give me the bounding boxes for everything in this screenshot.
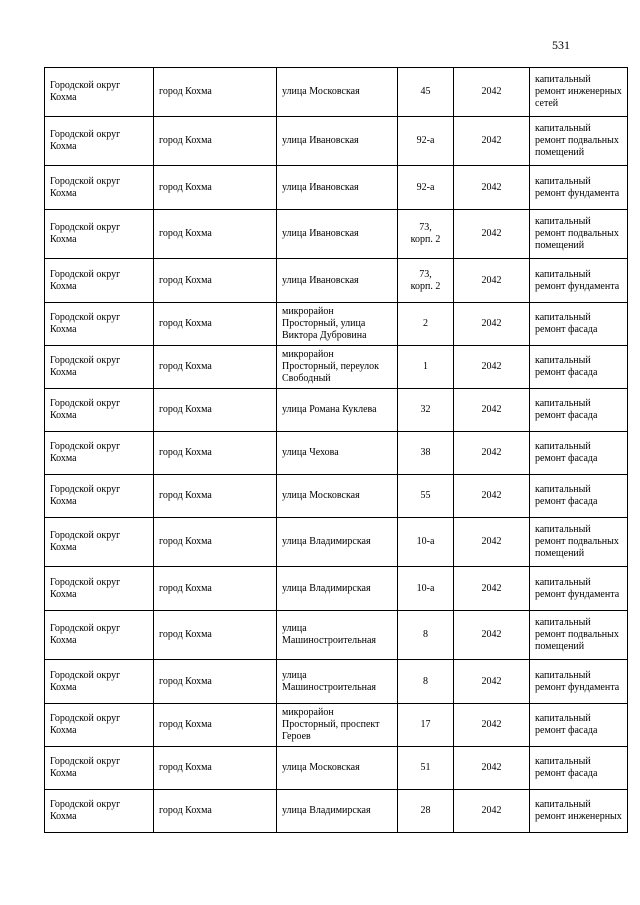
district-cell-text: Городской округ Кохма — [50, 268, 121, 292]
city-cell — [154, 432, 277, 475]
district-cell-text: Городской округ Кохма — [50, 576, 121, 600]
district-cell-text: Городской округ Кохма — [50, 799, 121, 822]
house-number-cell — [398, 259, 454, 303]
district-cell — [45, 389, 154, 432]
street-cell — [277, 166, 398, 210]
work-type-cell-text: капитальный ремонт фасада — [535, 355, 598, 378]
repair-year-cell-text: 2042 — [481, 719, 502, 730]
repair-year-cell — [454, 660, 530, 704]
work-type-cell-text: капитальный ремонт инженерных сетей — [535, 74, 622, 109]
city-cell — [154, 389, 277, 432]
repair-year-cell-text: 2042 — [481, 135, 502, 146]
repair-year-cell — [454, 346, 530, 389]
district-cell — [45, 117, 154, 166]
repair-year-cell-text: 2042 — [481, 629, 502, 640]
city-cell — [154, 210, 277, 259]
work-type-cell — [530, 303, 628, 346]
table-body — [45, 68, 628, 833]
repair-year-cell — [454, 303, 530, 346]
work-type-cell-text: капитальный ремонт инженерных — [535, 799, 622, 822]
repair-year-cell-text: 2042 — [481, 181, 502, 193]
city-cell — [154, 68, 277, 117]
work-type-cell-text: капитальный ремонт фасада — [535, 441, 598, 464]
work-type-cell — [530, 567, 628, 611]
work-type-cell-text: капитальный ремонт подвальных помещений — [535, 524, 619, 559]
table-row — [45, 346, 628, 389]
district-cell-text: Городской округ Кохма — [50, 398, 121, 421]
work-type-cell — [530, 259, 628, 303]
city-cell-text: город Кохма — [159, 490, 212, 501]
street-cell — [277, 68, 398, 117]
district-cell — [45, 303, 154, 346]
street-cell-text: улица Романа Куклева — [282, 404, 377, 415]
street-cell-text: улица Машиностроительная — [282, 623, 377, 646]
street-cell — [277, 210, 398, 259]
house-number-cell-text: 55 — [420, 490, 431, 501]
table-row — [45, 518, 628, 567]
city-cell-text: город Кохма — [159, 318, 212, 329]
house-number-cell-text: 2 — [423, 318, 428, 329]
table-row — [45, 567, 628, 611]
work-type-cell-text: капитальный ремонт фундамента — [535, 669, 620, 693]
city-cell-text: город Кохма — [159, 536, 212, 547]
city-cell — [154, 166, 277, 210]
work-type-cell-text: капитальный ремонт подвальных помещений — [535, 123, 619, 158]
work-type-cell-text: капитальный ремонт фасада — [535, 312, 598, 335]
city-cell-text: город Кохма — [159, 228, 212, 239]
repair-year-cell — [454, 166, 530, 210]
district-cell — [45, 432, 154, 475]
house-number-cell — [398, 166, 454, 210]
house-number-cell — [398, 747, 454, 790]
table-row — [45, 68, 628, 117]
street-cell — [277, 660, 398, 704]
work-type-cell — [530, 346, 628, 389]
house-number-cell-text: 32 — [420, 404, 431, 415]
street-cell-text: микрорайон Просторный, улица Виктора Дубровина — [282, 306, 367, 341]
district-cell — [45, 210, 154, 259]
street-cell — [277, 117, 398, 166]
house-number-cell-text: 73, корп. 2 — [410, 268, 441, 292]
repair-year-cell-text: 2042 — [481, 805, 502, 816]
house-number-cell-text: 8 — [423, 629, 428, 640]
work-type-cell-text: капитальный ремонт фасада — [535, 756, 598, 779]
table-row — [45, 611, 628, 660]
house-number-cell — [398, 432, 454, 475]
repair-year-cell-text: 2042 — [481, 582, 502, 594]
house-number-cell — [398, 660, 454, 704]
work-type-cell — [530, 117, 628, 166]
street-cell-text: улица Московская — [282, 490, 360, 501]
district-cell — [45, 68, 154, 117]
work-type-cell-text: капитальный ремонт фундамента — [535, 175, 620, 199]
table-row — [45, 303, 628, 346]
house-number-cell-text: 17 — [420, 719, 431, 730]
city-cell-text: город Кохма — [159, 404, 212, 415]
repair-year-cell-text: 2042 — [481, 274, 502, 286]
street-cell — [277, 747, 398, 790]
street-cell-text: микрорайон Просторный, проспект Героев — [282, 707, 380, 742]
city-cell — [154, 747, 277, 790]
city-cell — [154, 518, 277, 567]
repair-year-cell-text: 2042 — [481, 762, 502, 773]
repair-year-cell — [454, 747, 530, 790]
house-number-cell — [398, 117, 454, 166]
page-number: 531 — [552, 38, 570, 52]
house-number-cell-text: 73, корп. 2 — [410, 222, 441, 245]
house-number-cell — [398, 303, 454, 346]
house-number-cell-text: 92-а — [416, 181, 435, 193]
house-number-cell — [398, 704, 454, 747]
street-cell-text: улица Ивановская — [282, 228, 359, 239]
work-type-cell — [530, 518, 628, 567]
district-cell-text: Городской округ Кохма — [50, 530, 121, 553]
house-number-cell — [398, 68, 454, 117]
table-row — [45, 475, 628, 518]
work-type-cell-text: капитальный ремонт подвальных помещений — [535, 216, 619, 251]
work-type-cell — [530, 704, 628, 747]
city-cell — [154, 475, 277, 518]
district-cell-text: Городской округ Кохма — [50, 713, 121, 736]
repair-year-cell — [454, 389, 530, 432]
city-cell-text: город Кохма — [159, 762, 212, 773]
district-cell-text: Городской округ Кохма — [50, 312, 121, 335]
city-cell — [154, 790, 277, 833]
work-type-cell-text: капитальный ремонт фундамента — [535, 268, 620, 292]
district-cell — [45, 747, 154, 790]
street-cell — [277, 259, 398, 303]
street-cell — [277, 518, 398, 567]
street-cell — [277, 389, 398, 432]
city-cell-text: город Кохма — [159, 135, 212, 146]
city-cell-text: город Кохма — [159, 86, 212, 97]
district-cell — [45, 518, 154, 567]
street-cell-text: улица Владимирская — [282, 582, 371, 594]
table-row — [45, 166, 628, 210]
table-row — [45, 210, 628, 259]
house-number-cell — [398, 210, 454, 259]
city-cell — [154, 611, 277, 660]
repair-year-cell — [454, 210, 530, 259]
table-row — [45, 660, 628, 704]
repair-year-cell-text: 2042 — [481, 536, 502, 547]
work-type-cell — [530, 210, 628, 259]
city-cell — [154, 117, 277, 166]
district-cell — [45, 660, 154, 704]
repair-year-cell — [454, 518, 530, 567]
street-cell-text: улица Владимирская — [282, 805, 371, 816]
district-cell — [45, 166, 154, 210]
house-number-cell — [398, 611, 454, 660]
table-row — [45, 389, 628, 432]
table-row — [45, 117, 628, 166]
house-number-cell-text: 92-а — [416, 135, 435, 146]
repair-year-cell — [454, 567, 530, 611]
house-number-cell-text: 45 — [420, 86, 431, 97]
district-cell-text: Городской округ Кохма — [50, 175, 121, 199]
work-type-cell — [530, 611, 628, 660]
district-cell — [45, 475, 154, 518]
street-cell — [277, 611, 398, 660]
city-cell — [154, 259, 277, 303]
repair-year-cell-text: 2042 — [481, 490, 502, 501]
repair-year-cell — [454, 259, 530, 303]
repair-year-cell-text: 2042 — [481, 404, 502, 415]
work-type-cell — [530, 747, 628, 790]
work-type-cell — [530, 660, 628, 704]
district-cell-text: Городской округ Кохма — [50, 129, 121, 152]
house-number-cell-text: 10-а — [416, 582, 435, 594]
house-number-cell-text: 8 — [423, 675, 428, 687]
work-type-cell — [530, 68, 628, 117]
city-cell-text: город Кохма — [159, 805, 212, 816]
work-type-cell — [530, 432, 628, 475]
city-cell-text: город Кохма — [159, 629, 212, 640]
street-cell — [277, 567, 398, 611]
city-cell-text: город Кохма — [159, 361, 212, 372]
house-number-cell — [398, 790, 454, 833]
city-cell-text: город Кохма — [159, 274, 212, 286]
repair-year-cell-text: 2042 — [481, 86, 502, 97]
street-cell — [277, 346, 398, 389]
table-row — [45, 432, 628, 475]
house-number-cell — [398, 475, 454, 518]
street-cell-text: улица Ивановская — [282, 274, 359, 286]
table-row — [45, 747, 628, 790]
district-cell — [45, 611, 154, 660]
table-row — [45, 704, 628, 747]
house-number-cell — [398, 518, 454, 567]
repair-year-cell-text: 2042 — [481, 318, 502, 329]
repair-year-cell — [454, 432, 530, 475]
district-cell — [45, 790, 154, 833]
house-number-cell-text: 1 — [423, 361, 428, 372]
repair-year-cell-text: 2042 — [481, 361, 502, 372]
repair-year-cell-text: 2042 — [481, 228, 502, 239]
district-cell — [45, 567, 154, 611]
repair-year-cell — [454, 704, 530, 747]
house-number-cell — [398, 567, 454, 611]
city-cell — [154, 346, 277, 389]
street-cell-text: улица Чехова — [282, 447, 339, 458]
street-cell — [277, 704, 398, 747]
street-cell — [277, 432, 398, 475]
work-type-cell — [530, 166, 628, 210]
street-cell-text: улица Владимирская — [282, 536, 371, 547]
work-type-cell-text: капитальный ремонт фасада — [535, 484, 598, 507]
house-number-cell-text: 10-а — [416, 536, 435, 547]
city-cell-text: город Кохма — [159, 582, 212, 594]
district-cell-text: Городской округ Кохма — [50, 355, 121, 378]
repair-year-cell-text: 2042 — [481, 447, 502, 458]
repair-year-cell — [454, 475, 530, 518]
district-cell-text: Городской округ Кохма — [50, 484, 121, 507]
district-cell-text: Городской округ Кохма — [50, 80, 121, 103]
repair-year-cell — [454, 68, 530, 117]
street-cell-text: улица Машиностроительная — [282, 669, 377, 693]
city-cell-text: город Кохма — [159, 181, 212, 193]
work-type-cell-text: капитальный ремонт подвальных помещений — [535, 617, 619, 652]
district-cell-text: Городской округ Кохма — [50, 222, 121, 245]
street-cell — [277, 790, 398, 833]
repair-year-cell — [454, 117, 530, 166]
repair-year-cell-text: 2042 — [481, 675, 502, 687]
street-cell-text: улица Московская — [282, 762, 360, 773]
city-cell — [154, 660, 277, 704]
street-cell-text: микрорайон Просторный, переулок Свободный — [282, 349, 379, 384]
city-cell — [154, 704, 277, 747]
house-number-cell — [398, 346, 454, 389]
capital-repair-table — [44, 67, 628, 833]
repair-year-cell — [454, 611, 530, 660]
work-type-cell-text: капитальный ремонт фасада — [535, 713, 598, 736]
district-cell-text: Городской округ Кохма — [50, 623, 121, 646]
table-row — [45, 790, 628, 833]
district-cell — [45, 259, 154, 303]
table-row — [45, 259, 628, 303]
district-cell-text: Городской округ Кохма — [50, 756, 121, 779]
house-number-cell-text: 28 — [420, 805, 431, 816]
street-cell — [277, 303, 398, 346]
city-cell-text: город Кохма — [159, 675, 212, 687]
house-number-cell-text: 38 — [420, 447, 431, 458]
street-cell — [277, 475, 398, 518]
work-type-cell — [530, 790, 628, 833]
street-cell-text: улица Ивановская — [282, 135, 359, 146]
repair-year-cell — [454, 790, 530, 833]
city-cell-text: город Кохма — [159, 719, 212, 730]
house-number-cell-text: 51 — [420, 762, 431, 773]
work-type-cell-text: капитальный ремонт фундамента — [535, 576, 620, 600]
house-number-cell — [398, 389, 454, 432]
district-cell-text: Городской округ Кохма — [50, 441, 121, 464]
city-cell — [154, 303, 277, 346]
work-type-cell — [530, 389, 628, 432]
district-cell — [45, 704, 154, 747]
work-type-cell-text: капитальный ремонт фасада — [535, 398, 598, 421]
work-type-cell — [530, 475, 628, 518]
district-cell-text: Городской округ Кохма — [50, 669, 121, 693]
city-cell-text: город Кохма — [159, 447, 212, 458]
district-cell — [45, 346, 154, 389]
street-cell-text: улица Московская — [282, 86, 360, 97]
street-cell-text: улица Ивановская — [282, 181, 359, 193]
city-cell — [154, 567, 277, 611]
